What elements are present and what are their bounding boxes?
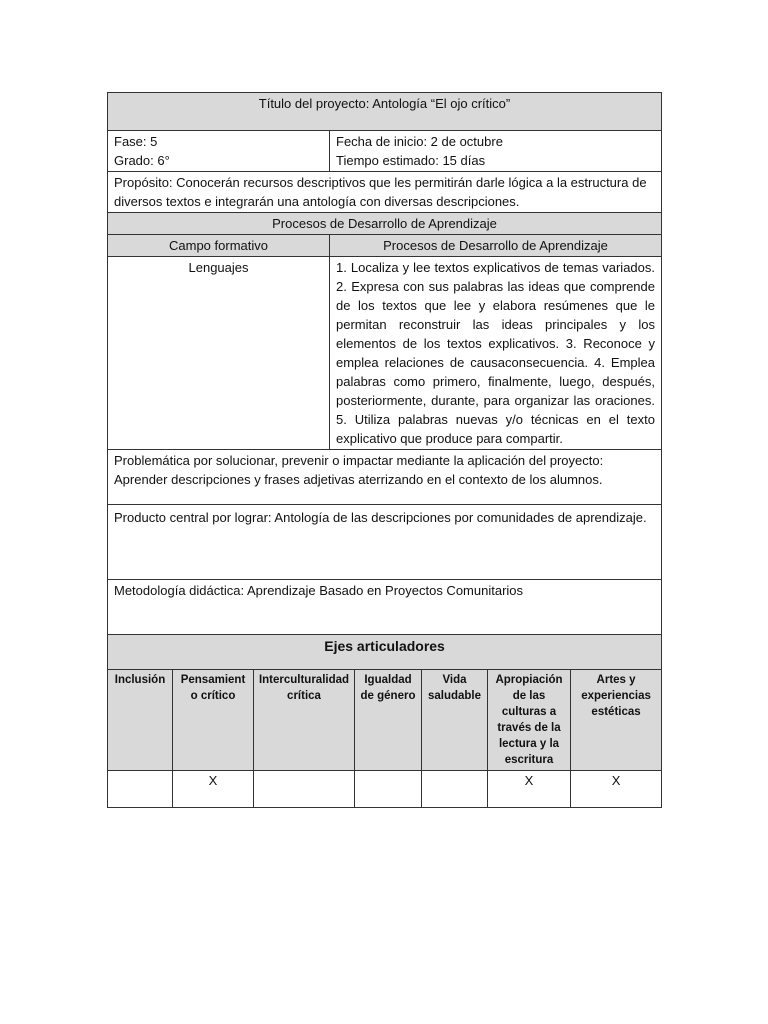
eje-header: Inclusión	[108, 670, 173, 771]
campo-value-cell	[108, 257, 330, 450]
fase-text: Fase: 5	[114, 134, 158, 149]
fecha-inicio-text: Fecha de inicio: 2 de octubre	[336, 134, 503, 149]
procesos-header-cell	[330, 235, 662, 257]
project-title-cell	[108, 93, 662, 131]
eje-mark	[422, 771, 488, 808]
project-title: Título del proyecto: Antología “El ojo crítico”	[258, 96, 511, 111]
fecha-tiempo-cell	[330, 131, 662, 172]
producto-cell	[108, 505, 662, 580]
eje-header: Interculturalidad crítica	[254, 670, 355, 771]
grado-text: Grado: 6°	[114, 153, 170, 168]
problematica-text: Problemática por solucionar, prevenir o impactar mediante la aplicación del proyecto: Aprender descripciones y frases adjetivas aterrizando en el contexto de los alumnos.	[114, 453, 604, 487]
proposito-text: Propósito: Conocerán recursos descriptivos que les permitirán darle lógica a la estructura de diversos textos e integrarán una antología con diversas descripciones.	[114, 175, 647, 209]
fase-grado-cell	[108, 131, 330, 172]
ejes-title-cell	[108, 635, 662, 670]
planning-document	[107, 92, 661, 808]
eje-mark	[355, 771, 422, 808]
producto-text: Producto central por lograr: Antología de las descripciones por comunidades de aprendizaje.	[114, 510, 647, 525]
campo-header: Campo formativo	[169, 238, 268, 253]
ejes-title: Ejes articuladores	[324, 638, 445, 654]
eje-mark: X	[173, 771, 254, 808]
procesos-value: 1. Localiza y lee textos explicativos de temas variados. 2. Expresa con sus palabras las ideas que comprende de los textos que lee y elabora resúmenes que le permitan reconstruir las ideas principales y los elementos de los textos explicativos. 3. Reconoce y emplea relaciones de causaconsecuencia. 4. Emplea palabras como primero, finalmente, luego, después, posteriormente, durante, para organizar las oraciones. 5. Utiliza palabras nuevas y/o técnicas en el texto explicativo que produce para compartir.	[336, 260, 655, 446]
procesos-header: Procesos de Desarrollo de Aprendizaje	[383, 238, 608, 253]
campo-value: Lenguajes	[188, 260, 249, 275]
metodologia-text: Metodología didáctica: Aprendizaje Basado en Proyectos Comunitarios	[114, 583, 524, 598]
eje-header: Vida saludable	[422, 670, 488, 771]
eje-mark: X	[571, 771, 662, 808]
eje-mark	[108, 771, 173, 808]
ejes-table	[107, 634, 662, 808]
eje-mark	[254, 771, 355, 808]
metodologia-cell	[108, 580, 662, 635]
procesos-value-cell	[330, 257, 662, 450]
pda-header-cell	[108, 213, 662, 235]
pda-header: Procesos de Desarrollo de Aprendizaje	[272, 216, 497, 231]
proposito-cell	[108, 172, 662, 213]
eje-header: Igualdad de género	[355, 670, 422, 771]
eje-mark: X	[488, 771, 571, 808]
tiempo-estimado-text: Tiempo estimado: 15 días	[336, 153, 486, 168]
eje-header: Apropiación de las culturas a través de la lectura y la escritura	[488, 670, 571, 771]
problematica-cell	[108, 450, 662, 505]
campo-header-cell	[108, 235, 330, 257]
project-table	[107, 92, 662, 635]
eje-header: Artes y experiencias estéticas	[571, 670, 662, 771]
eje-header: Pensamient o crítico	[173, 670, 254, 771]
